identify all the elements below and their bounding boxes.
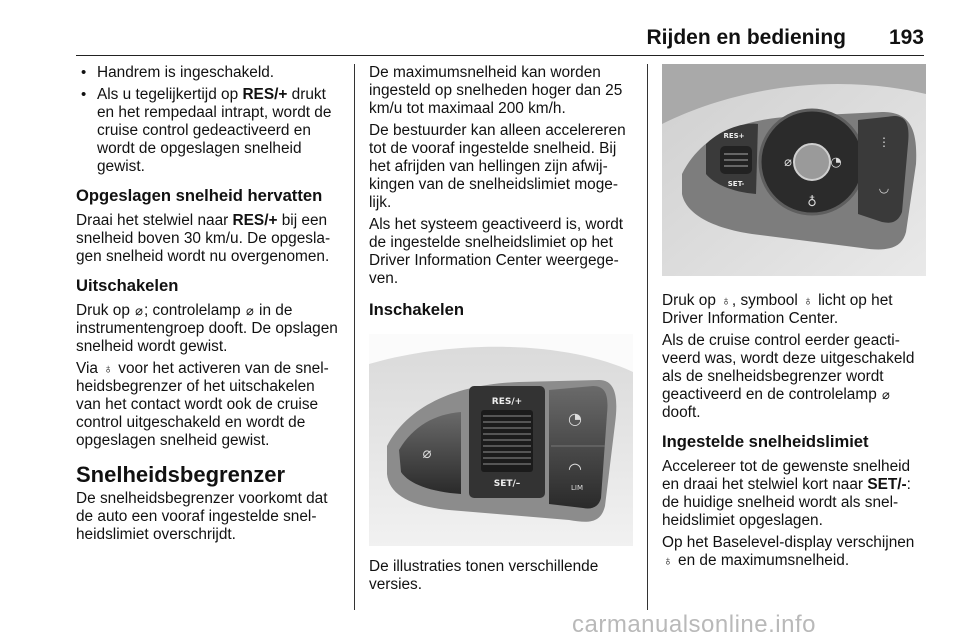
lim-label: LIM [570,484,584,492]
set-label: SET/– [493,479,521,489]
page-number: 193 [888,26,924,49]
column-divider-1 [354,64,355,610]
limiter-icon: ♁ [103,361,113,376]
limiter-icon: ♁ [807,195,817,210]
res-label: RES+ [723,132,745,140]
cruise-off-icon: ⌀ [784,155,792,170]
cruise-off-icon: ⌀ [135,303,143,318]
para-press-limiter: Druk op ♁, symbool ♁ licht op het Driver Information Center. [662,292,893,327]
page-header [76,22,924,56]
limiter-icon: ♁ [803,293,813,308]
cruise-off-icon: ⌀ [422,444,432,462]
heading-resume: Opgeslagen snelheid hervatten [76,186,323,205]
para-set-limit: Accelereer tot de gewenste snelheid en draai het stelwiel kort naar SET/-: de huidige snelheid wordt als snelheidslimiet opgeslagen. [662,458,911,529]
cruise-icon: ◔ [830,155,842,170]
chapter-title: Rijden en bediening [646,26,846,49]
para-baselevel: Op het Baselevel-display verschijnen ♁ en de maximumsnelheid. [662,534,915,569]
para-resume: Draai het stelwiel naar RES/+ bij een snelheid boven 30 km/u. De opgeslagen snelheid wordt nu overgenomen. [76,212,331,265]
para-activated: Als het systeem geactiveerd is, wordt de ingestelde snelheidslimiet op het Driver Information Center weergegeven. [369,216,624,287]
heading-speed-limiter: Snelheidsbegrenzer [76,462,286,487]
column-divider-2 [647,64,648,610]
steering-control-illustration-1 [369,334,633,546]
para-accelerate: De bestuurder kan alleen accelereren tot de vooraf ingestelde snelheid. Bij het afrijden van hellingen zijn afwijkingen van de snelheidslimiet mogelijk. [369,122,626,211]
watermark: carmanualsonline.info [572,611,816,638]
steering-control-illustration-2 [662,64,926,276]
para-max-speed: De maximumsnelheid kan worden ingesteld op snelheden hoger dan 25 km/u tot maximaal 200 km/h. [369,64,623,117]
bullet-handbrake: • Handrem is ingeschakeld. [76,64,340,82]
limiter-icon: ◠ [568,459,582,478]
para-switch-off-2: Via ♁ voor het activeren van de snelheidsbegrenzer of het uitschakelen van het contact wordt ook de cruise control uitgeschakeld en wordt de opgeslagen snelheid gewist. [76,360,329,449]
cruise-icon: ◔ [568,409,582,428]
heading-set-limit: Ingestelde snelheidslimiet [662,432,869,451]
para-speed-limiter: De snelheidsbegrenzer voorkomt dat de auto een vooraf ingestelde snelheidslimiet overschrijdt. [76,490,328,543]
para-switch-off-1: Druk op ⌀; controlelamp ⌀ in de instrumentengroep dooft. De opslagen snelheid wordt gewist. [76,302,338,355]
heading-switch-off: Uitschakelen [76,276,179,295]
steering-wheel-controls-graphic-2 [662,64,926,276]
para-cruise-deactivated: Als de cruise control eerder geactiveerd was, wordt deze uitgeschakeld als de snelheidsbegrenzer wordt geactiveerd en de controlelamp ⌀ dooft. [662,332,915,421]
cruise-off-icon: ⌀ [245,303,254,318]
limiter-icon: ♁ [721,293,731,308]
res-label: RES/+ [491,397,523,407]
bullet-res-brake: • Als u tegelijkertijd op RES/+ drukt en het rempedaal intrapt, wordt de cruise control gedeactiveerd en wordt de opgeslagen snelheid gewist. [76,86,340,176]
lane-assist-icon: ⋮ [878,135,890,149]
steering-wheel-controls-graphic [369,334,633,546]
column-3 [662,64,926,574]
heading-switch-on: Inschakelen [369,300,465,319]
set-label: SET- [727,180,745,188]
cruise-off-icon: ⌀ [882,387,890,402]
column-2 [369,64,633,598]
column-1 [76,64,340,548]
distance-icon: ◡ [878,181,890,195]
limiter-icon: ♁ [663,553,673,568]
para-caption: De illustraties tonen verschillende versies. [369,558,599,593]
